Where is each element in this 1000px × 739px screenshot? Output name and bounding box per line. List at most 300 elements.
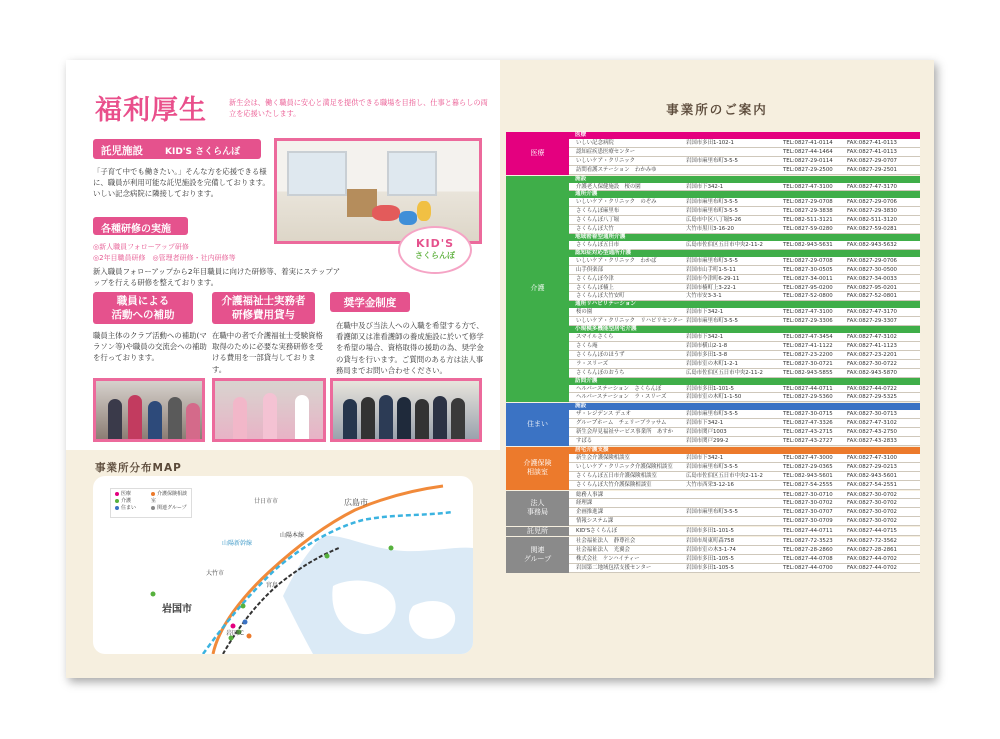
office-row — [569, 342, 920, 351]
office-fax: FAX:082-511-3120 — [847, 217, 897, 224]
photo-person — [379, 395, 393, 439]
office-name: 新生会岸見福祉サービス事業所 あすか — [576, 429, 674, 436]
training-bullet: ◎2年目職員研修 ◎管理者研修・社内研修等 — [93, 254, 236, 262]
office-row — [569, 437, 920, 446]
office-address: 岩国市周東町森758 — [686, 538, 735, 545]
map-label-miyajima: 宮島 — [266, 582, 279, 589]
office-address: 大竹市安3-3-1 — [686, 293, 722, 300]
office-row — [569, 454, 920, 463]
office-name: ヘルパーステーション さくらんぼ — [576, 385, 662, 392]
club-heading-line: 活動への補助 — [111, 309, 175, 321]
brochure-spread — [66, 60, 934, 678]
office-name: さくらんぼ大竹介護保険相談室 — [576, 481, 652, 488]
office-row — [569, 148, 920, 157]
map-label-iwakuni-ic: 岩国IC — [226, 630, 244, 637]
office-row — [569, 317, 920, 326]
office-name: いしいケア・クリニック わかば — [576, 257, 657, 264]
office-address — [686, 491, 783, 499]
office-row — [569, 257, 920, 266]
office-tel: TEL:0827-47-3454 — [783, 334, 833, 341]
office-address: 岩国市多田1-3-8 — [686, 351, 728, 358]
legend-item: 関連グループ — [151, 505, 191, 512]
photo-person — [168, 397, 182, 439]
office-address: 岩国市関戸1003 — [686, 429, 727, 436]
photo-person — [295, 395, 309, 439]
office-tel: TEL:0827-30-0709 — [783, 518, 833, 525]
office-row — [569, 183, 920, 192]
office-tel: TEL:0827-29-0708 — [783, 199, 833, 206]
welfare-page — [66, 60, 500, 678]
office-address: 岩国市多田1-101-5 — [686, 528, 734, 535]
office-directory — [506, 132, 920, 574]
office-tel: TEL:0827-29-0708 — [783, 257, 833, 264]
office-tel: TEL:0827-44-0700 — [783, 564, 833, 571]
group-rows — [569, 403, 920, 446]
office-tel: TEL:0827-47-3326 — [783, 420, 833, 427]
office-tel: TEL:0827-44-0711 — [783, 385, 833, 392]
office-tel: TEL:0827-41-0114 — [783, 140, 833, 146]
office-tel: TEL:0827-47-3100 — [783, 183, 833, 190]
directory-title: 事業所のご案内 — [666, 102, 768, 117]
office-name: さくらんぼ五日市 — [576, 242, 620, 249]
office-row — [569, 198, 920, 207]
office-tel: TEL:0827-44-0711 — [783, 528, 833, 535]
office-address: 岩国市下342-1 — [686, 334, 724, 341]
office-name: ザ・レジデンス デュオ — [576, 411, 632, 418]
group-rows — [569, 527, 920, 536]
group-label: 関連 グループ — [506, 537, 569, 573]
office-address: 岩国市多田1-105-5 — [686, 555, 734, 562]
office-name: 経理課 — [576, 500, 593, 507]
page-title: 福利厚生 — [95, 95, 207, 126]
office-name: 社会福祉法人 光翼会 — [576, 546, 630, 553]
office-name: いしいケア・クリニック のぞみ — [576, 199, 657, 206]
office-address: 大竹市西栄3-12-16 — [686, 481, 734, 488]
office-tel: TEL:0827-29-3838 — [783, 208, 833, 215]
nursery-text: 「子育て中でも働きたい。」そんな方を応援できる様に、職員が利用可能な託児施設を完備しております。いしい記念病院に隣接しております。 — [93, 167, 270, 199]
office-address: 広島市佐伯区五日市中央2-11-2 — [686, 472, 763, 479]
section-bar: 施設 — [569, 403, 920, 410]
office-row — [569, 564, 920, 573]
office-row — [569, 333, 920, 342]
office-tel: TEL:0827-44-1464 — [783, 148, 833, 155]
logo-bottom-text: さくらんぼ — [415, 251, 455, 260]
section-bar: 医療 — [569, 132, 920, 139]
office-row — [569, 157, 920, 166]
office-tel: TEL:0827-29-3306 — [783, 318, 833, 325]
office-fax: FAX:0827-47-3102 — [847, 420, 897, 427]
office-row — [569, 166, 920, 175]
office-tel: TEL:0827-30-0505 — [783, 266, 833, 273]
photo-toy — [372, 205, 400, 221]
office-address — [686, 517, 783, 525]
office-row — [569, 225, 920, 234]
office-name: さくらんぼのおうち — [576, 369, 625, 376]
office-fax: FAX:0827-47-3170 — [847, 183, 897, 190]
office-address: 岩国市下342-1 — [686, 420, 724, 427]
club-heading-line: 職員による — [116, 295, 170, 307]
office-fax: FAX:0827-47-3102 — [847, 334, 897, 341]
office-tel: TEL:0827-28-2860 — [783, 546, 833, 553]
photo-window — [387, 151, 437, 196]
office-row — [569, 284, 920, 293]
office-name: さくらんぼ楠上 — [576, 284, 614, 291]
office-tel: TEL:0827-30-0721 — [783, 360, 833, 367]
office-row — [569, 472, 920, 481]
office-fax: FAX:0827-41-0113 — [847, 140, 897, 146]
directory-group — [506, 403, 920, 446]
office-fax: FAX:0827-30-0702 — [847, 518, 897, 525]
office-tel: TEL:0827-30-0715 — [783, 411, 833, 418]
office-fax: FAX:0827-54-2551 — [847, 481, 897, 488]
office-fax: FAX:0827-23-2201 — [847, 351, 897, 358]
office-name: KID'Sさくらんぼ — [576, 528, 618, 535]
office-address: 岩国市関戸299-2 — [686, 438, 729, 445]
office-fax: FAX:0827-34-0033 — [847, 275, 897, 282]
office-name: ラ・スリーズ — [576, 360, 609, 367]
office-name: 企画推進課 — [576, 509, 603, 516]
photo-person — [415, 399, 429, 439]
legend-item: 住まい — [115, 505, 136, 512]
office-fax: FAX:0827-30-0713 — [847, 411, 897, 418]
training-heading: 各種研修の実施 — [93, 217, 188, 235]
photo-person — [433, 396, 447, 439]
office-name: さくらんぼ大竹安町 — [576, 293, 625, 300]
office-name: さくら庵 — [576, 343, 598, 350]
office-tel: TEL:0827-59-0280 — [783, 226, 833, 233]
office-tel: TEL:0827-30-0702 — [783, 500, 833, 507]
map-label-hiroshima: 広島市 — [344, 498, 368, 507]
office-name: ヘルパーステーション ラ・スリーズ — [576, 394, 667, 401]
office-address: 岩国市多田1-102-1 — [686, 140, 734, 146]
section-bar: 訪問介護 — [569, 378, 920, 385]
office-row — [569, 351, 920, 360]
office-fax: FAX:0827-30-0702 — [847, 491, 897, 498]
office-tel: TEL:0827-30-0707 — [783, 509, 833, 516]
kids-sakuranbo-logo — [398, 226, 472, 274]
office-tel: TEL:0827-29-5360 — [783, 394, 833, 401]
office-fax: FAX:0827-43-2750 — [847, 429, 897, 436]
photo-person — [233, 397, 247, 439]
office-name: さくらんぼ八丁堀 — [576, 217, 620, 224]
office-name: いしいケア・クリニック — [576, 157, 635, 164]
office-address: 岩国市下342-1 — [686, 183, 724, 190]
office-name: 岩国第二地域包括支援センター — [576, 564, 652, 571]
office-address: 岩国市横山2-1-8 — [686, 343, 728, 350]
office-fax: FAX:0827-29-0706 — [847, 257, 897, 264]
office-address: 岩国市下342-1 — [686, 309, 724, 316]
office-name: 訪問看護ステーション わかみゆ — [576, 166, 657, 173]
group-label: 医療 — [506, 132, 569, 175]
section-bar: 小規模多機能型居宅介護 — [569, 326, 920, 333]
photo-person — [263, 393, 277, 439]
office-tel: TEL:0827-95-0200 — [783, 284, 833, 291]
office-name: すばる — [576, 438, 593, 445]
office-row — [569, 537, 920, 546]
office-tel: TEL:0827-34-0011 — [783, 275, 833, 282]
office-name: 株式会社 ケンハイティー — [576, 555, 640, 562]
office-address: 岩国市麻里布町3-5-5 — [686, 318, 738, 325]
office-tel: TEL:0827-52-0800 — [783, 293, 833, 300]
office-tel: TEL:0827-43-2715 — [783, 429, 833, 436]
office-tel: TEL:0827-44-0708 — [783, 555, 833, 562]
group-label: 介護保険 相談室 — [506, 447, 569, 490]
office-fax: FAX:0827-29-3307 — [847, 318, 897, 325]
office-fax: FAX:0827-47-3100 — [847, 454, 897, 461]
office-row — [569, 139, 920, 148]
office-tel: TEL:0827-29-0114 — [783, 157, 833, 164]
office-fax: FAX:0827-44-0715 — [847, 528, 897, 535]
office-row — [569, 491, 920, 500]
map-marker — [325, 554, 330, 559]
map-label-sanyo-line: 山陽本線 — [280, 532, 305, 539]
office-name: 社会福祉法人 静尊社会 — [576, 538, 636, 545]
club-heading — [93, 292, 193, 324]
office-row — [569, 241, 920, 250]
office-fax: FAX:0827-30-0702 — [847, 500, 897, 507]
group-rows — [569, 176, 920, 403]
office-address — [686, 166, 783, 174]
group-label: 住まい — [506, 403, 569, 446]
office-address: 岩国市山手町1-5-11 — [686, 266, 736, 273]
office-name: 認知症疾患医療センター — [576, 148, 636, 155]
photo-person — [128, 395, 142, 439]
office-address: 岩国市麻里布町3-5-5 — [686, 463, 738, 470]
office-row — [569, 546, 920, 555]
office-address: 岩国市下342-1 — [686, 454, 724, 461]
office-fax: FAX:0827-44-0722 — [847, 385, 897, 392]
office-tel: TEL:082-943-5601 — [783, 472, 833, 479]
office-row — [569, 499, 920, 508]
office-row — [569, 308, 920, 317]
office-name: さくらんぼ五日市介護保険相談室 — [576, 472, 657, 479]
office-fax: FAX:0827-29-0707 — [847, 157, 897, 164]
map-legend — [110, 488, 192, 518]
office-fax: FAX:082-943-5632 — [847, 242, 897, 249]
office-name: 山手倶楽部 — [576, 266, 603, 273]
training-bullets — [93, 242, 236, 264]
care-loan-text: 在職中の者で介護福祉士受験資格取得のために必要な実務研修を受ける費用を一部貸与しております。 — [212, 331, 323, 374]
office-fax: FAX:0827-41-0113 — [847, 148, 897, 155]
group-rows — [569, 537, 920, 573]
office-fax: FAX:0827-29-0213 — [847, 463, 897, 470]
club-photo — [93, 378, 205, 442]
office-fax: FAX:0827-29-0706 — [847, 199, 897, 206]
office-name: 桜の園 — [576, 309, 593, 316]
section-bar: 地域密着型通所介護 — [569, 234, 920, 241]
office-row — [569, 463, 920, 472]
office-name: いしいケア・クリニック介護保険相談室 — [576, 463, 673, 470]
map-marker — [243, 620, 248, 625]
care-loan-heading-line: 研修費用貸与 — [232, 309, 295, 321]
map-marker — [247, 634, 252, 639]
office-address: 岩国市麻里布町3-5-5 — [686, 509, 738, 516]
photo-person — [186, 403, 200, 439]
photo-person — [148, 401, 162, 439]
directory-group — [506, 447, 920, 490]
office-address: 広島市佐伯区五日市中央2-11-2 — [686, 242, 763, 249]
section-bar: 居宅介護支援 — [569, 447, 920, 454]
office-tel: TEL:082-511-3121 — [783, 217, 833, 224]
office-address: 岩国市室の木町1-1-50 — [686, 394, 742, 401]
office-fax: FAX:0827-59-0281 — [847, 226, 897, 233]
office-row — [569, 369, 920, 378]
office-address: 岩国市室の木町1-2-1 — [686, 360, 738, 367]
office-row — [569, 385, 920, 394]
office-row — [569, 266, 920, 275]
legend-item: 医療 — [115, 491, 136, 498]
office-row — [569, 360, 920, 369]
photo-person — [108, 399, 122, 439]
office-tel: TEL:082-943-5631 — [783, 242, 833, 249]
office-fax: FAX:0827-41-1123 — [847, 343, 897, 350]
photo-toy — [399, 211, 417, 225]
group-label: 介護 — [506, 176, 569, 403]
photo-person — [343, 399, 357, 439]
office-address: 岩国市室の木3-1-74 — [686, 546, 736, 553]
office-fax: FAX:0827-30-0702 — [847, 509, 897, 516]
care-staff-photo — [212, 378, 326, 442]
scholarship-text: 在職中及び当法人への入職を希望する方で、看護師又は准看護師の養成施設に於いて修学を希望の場合、資格取得の援助の為、奨学金の貸与を行います。ご質問のある方は法人事務局までお問い合わせください。 — [336, 321, 484, 375]
office-tel: TEL:0827-29-0365 — [783, 463, 833, 470]
office-name: 情報システム課 — [576, 518, 614, 525]
group-rows — [569, 132, 920, 175]
office-address: 広島市佐伯区五日市中央2-11-2 — [686, 369, 763, 376]
office-row — [569, 481, 920, 490]
office-fax: FAX:082-943-5601 — [847, 472, 897, 479]
map-label-sanyo-shinkansen: 山陽新幹線 — [222, 540, 253, 547]
map-marker — [151, 592, 156, 597]
section-bar: 認知症対応型通所介護 — [569, 250, 920, 257]
legend-col — [115, 491, 136, 512]
office-tel: TEL:0827-43-2727 — [783, 438, 833, 445]
group-label: 法人 事務局 — [506, 491, 569, 527]
photo-person — [397, 397, 411, 439]
office-name: スマイルさくら — [576, 334, 614, 341]
scholarship-photo — [330, 378, 482, 442]
office-fax: FAX:0827-30-0500 — [847, 266, 897, 273]
office-address — [686, 499, 783, 507]
office-name: さくらんぼ大竹 — [576, 226, 614, 233]
club-text: 職員主体のクラブ活動への補助(マラソン等)や職員の交流会への補助を行っております。 — [93, 331, 207, 363]
logo-top-text: KID'S — [415, 237, 455, 250]
office-row — [569, 207, 920, 216]
group-rows — [569, 447, 920, 490]
training-text: 新入職員フォローアップから2年目職員に向けた研修等、着実にステップアップを行える研修を整えております。 — [93, 267, 341, 288]
office-tel: TEL:0827-30-0710 — [783, 491, 833, 498]
office-name: いしい記念病院 — [576, 140, 614, 146]
office-address: 岩国市麻里布町3-5-5 — [686, 411, 738, 418]
office-address: 岩国市麻里布町3-5-5 — [686, 208, 738, 215]
office-address: 広島市中区八丁堀5-26 — [686, 217, 742, 224]
office-name: いしいケア・クリニック リハビリセンター — [576, 318, 684, 325]
directory-group — [506, 491, 920, 527]
scholarship-heading: 奨学金制度 — [330, 292, 410, 312]
directory-group — [506, 537, 920, 573]
photo-person — [451, 398, 465, 439]
office-row — [569, 419, 920, 428]
care-loan-heading — [212, 292, 315, 324]
group-label: 託児所 — [506, 527, 569, 536]
office-tel: TEL:0827-41-1122 — [783, 343, 833, 350]
photo-toy — [417, 201, 431, 221]
office-row — [569, 527, 920, 536]
nursery-heading-sub: KID'S さくらんぼ — [165, 147, 241, 157]
office-fax: FAX:0827-28-2861 — [847, 546, 897, 553]
office-row — [569, 216, 920, 225]
office-fax: FAX:0827-30-0722 — [847, 360, 897, 367]
photo-person — [361, 397, 375, 439]
map-marker — [389, 546, 394, 551]
office-fax: FAX:0827-44-0702 — [847, 564, 897, 571]
legend-item: 介護保険相談室 — [151, 491, 188, 504]
office-row — [569, 410, 920, 419]
directory-group — [506, 527, 920, 536]
map-label-hatsukaichi: 廿日市市 — [254, 498, 279, 505]
office-name: グループホーム チェリーブラッサム — [576, 420, 667, 427]
office-row — [569, 508, 920, 517]
office-fax: FAX:0827-47-3170 — [847, 309, 897, 316]
office-fax: FAX:0827-95-0201 — [847, 284, 897, 291]
office-fax: FAX:0827-72-3562 — [847, 538, 897, 545]
office-fax: FAX:0827-44-0702 — [847, 555, 897, 562]
office-address: 岩国市麻里布町3-5-5 — [686, 199, 738, 206]
map-title: 事業所分布MAP — [95, 462, 182, 474]
map-label-otake: 大竹市 — [206, 570, 225, 577]
office-fax: FAX:0827-43-2833 — [847, 438, 897, 445]
office-address — [686, 148, 783, 156]
office-tel: TEL:0827-29-2500 — [783, 166, 833, 173]
office-directory-page — [500, 60, 934, 678]
office-address: 岩国市多田1-101-5 — [686, 385, 734, 392]
legend-item: 介護 — [115, 498, 136, 505]
office-fax: FAX:0827-29-2501 — [847, 166, 897, 173]
directory-group — [506, 132, 920, 175]
office-name: 総務人事課 — [576, 491, 603, 498]
office-address: 岩国市麻里布町3-5-5 — [686, 157, 738, 164]
title-note: 新生会は、働く職員に安心と満足を提供できる職場を目指し、仕事と暮らしの両立を応援いたします。 — [229, 98, 488, 118]
nursery-heading — [93, 139, 261, 159]
office-fax: FAX:082-943-5870 — [847, 369, 897, 376]
office-row — [569, 517, 920, 526]
office-address: 大竹市黒川3-16-20 — [686, 226, 734, 233]
care-loan-heading-line: 介護福祉士実務者 — [221, 295, 306, 307]
office-tel: TEL:0827-47-3000 — [783, 454, 833, 461]
photo-window — [287, 151, 347, 196]
office-row — [569, 393, 920, 402]
office-row — [569, 428, 920, 437]
office-name: 新生会介護保険相談室 — [576, 454, 630, 461]
office-tel: TEL:0827-23-2200 — [783, 351, 833, 358]
office-address: 岩国市麻里布町3-5-5 — [686, 257, 738, 264]
office-name: 介護老人保健施設 桜の園 — [576, 183, 641, 190]
office-address: 岩国市今津町6-29-11 — [686, 275, 740, 282]
map-label-iwakuni: 岩国市 — [162, 604, 192, 615]
office-address: 岩国市楠町上3-22-1 — [686, 284, 736, 291]
office-tel: TEL:082-943-5855 — [783, 369, 833, 376]
nursery-heading-label: 託児施設 — [101, 145, 143, 157]
office-row — [569, 275, 920, 284]
section-bar: 施設 — [569, 176, 920, 183]
office-name: さくらんぼのほうず — [576, 351, 625, 358]
directory-group — [506, 176, 920, 403]
section-bar: 通所介護 — [569, 191, 920, 198]
office-address: 岩国市多田1-105-5 — [686, 564, 734, 571]
group-rows — [569, 491, 920, 527]
training-bullet: ◎新人職員フォローアップ研修 — [93, 243, 189, 251]
office-fax: FAX:0827-29-3830 — [847, 208, 897, 215]
map-marker — [241, 604, 246, 609]
